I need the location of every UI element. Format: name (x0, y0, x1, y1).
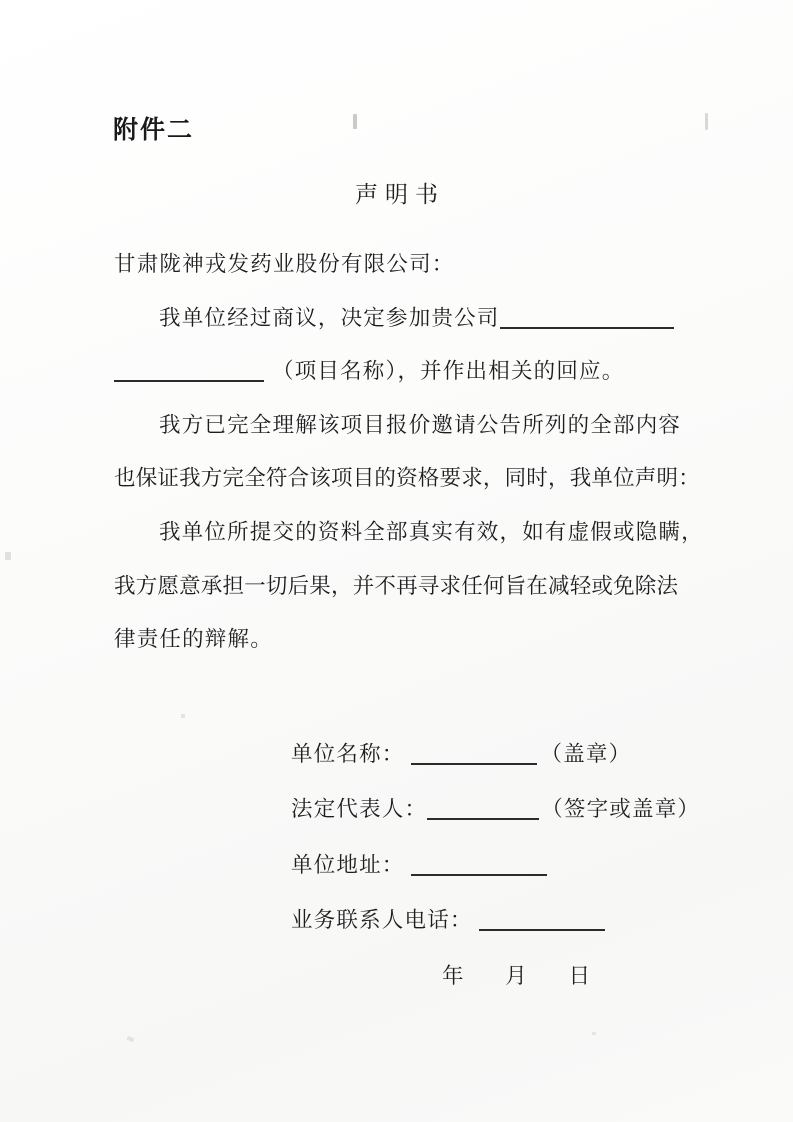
company-address-row (291, 838, 700, 893)
paragraph3-line3: 律责任的辩解。 (114, 627, 273, 652)
legal-rep-label: 法定代表人： (291, 797, 428, 822)
salutation-line: 甘肃陇神戎发药业股份有限公司： (114, 252, 455, 276)
legal-rep-note: （签字或盖章） (541, 797, 701, 822)
paragraph1-line2 (114, 345, 684, 399)
contact-phone-label: 业务联系人电话： (291, 908, 473, 933)
company-name-label: 单位名称： (291, 742, 405, 766)
scan-speck (181, 714, 185, 718)
legal-rep-row (291, 782, 700, 837)
scan-speck (592, 1032, 596, 1035)
paragraph2-line1: 我方已完全理解该项目报价邀请公告所列的全部内容 (159, 412, 682, 437)
scan-speck (126, 1036, 134, 1043)
company-name-row (291, 727, 700, 782)
date-row (291, 949, 700, 1004)
attachment-label: 附件二 (113, 116, 195, 144)
scan-speck (705, 113, 708, 130)
paragraph1-line2-text: （项目名称），并作出相关的回应。 (272, 359, 625, 384)
contact-phone-blank (479, 917, 605, 931)
paragraph3-line1: 我单位所提交的资料全部真实有效，如有虚假或隐瞒， (159, 519, 704, 544)
scan-speck (353, 114, 357, 129)
paragraph1-line1 (114, 292, 684, 346)
company-seal-note: （盖章） (540, 742, 632, 766)
document-title: 声明书 (355, 182, 445, 207)
contact-phone-row (291, 893, 700, 948)
project-name-blank-line-1 (500, 315, 674, 329)
company-address-blank (411, 862, 547, 876)
company-address-label: 单位地址： (291, 852, 405, 877)
signature-block (291, 727, 700, 1004)
scan-speck (5, 552, 11, 560)
legal-rep-blank (427, 806, 539, 820)
company-name-blank (411, 751, 537, 765)
document-body (114, 238, 704, 667)
date-day-character: 日 (568, 963, 592, 988)
date-year-character: 年 (442, 963, 465, 988)
paragraph2-line2: 也保证我方完全符合该项目的资格要求，同时，我单位声明： (114, 466, 700, 491)
project-name-blank-line-2 (114, 368, 264, 382)
paragraph3-line2: 我方愿意承担一切后果，并不再寻求任何旨在减轻或免除法 (114, 573, 679, 598)
paragraph1-line1-text: 我单位经过商议，决定参加贵公司 (159, 305, 500, 330)
date-month-character: 月 (505, 963, 528, 988)
